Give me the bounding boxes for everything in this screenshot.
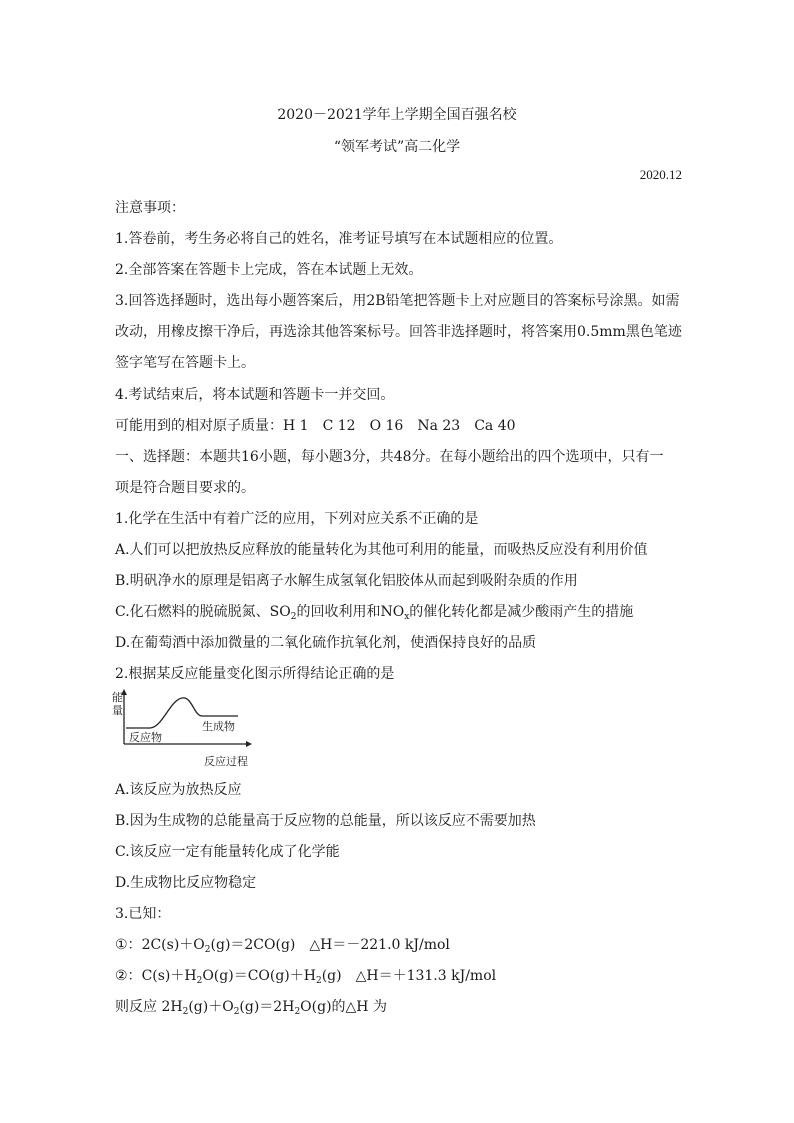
question-2-option-d: D.生成物比反应物稳定 bbox=[115, 875, 257, 891]
diagram-product-label: 生成物 bbox=[202, 720, 235, 733]
equation-1: ①：$2C(s)+O_2(g)=2CO(g)$ △H＝－221.0 kJ/mol bbox=[115, 937, 450, 955]
question-1-option-c: C.化石燃料的脱硫脱氮、$SO_2$的回收利用和$NO_x$的催化转化都是减少酸雨产生的措施 bbox=[115, 604, 634, 622]
atomic-masses bbox=[115, 416, 516, 436]
atomic-mass-value: Ca 40 bbox=[474, 418, 516, 434]
question-1-stem: 1.化学在生活中有着广泛的应用，下列对应关系不正确的是 bbox=[115, 511, 479, 527]
notice-item: 4.考试结束后，将本试题和答题卡一并交回。 bbox=[115, 387, 395, 403]
notice-item: 3.回答选择题时，选出每小题答案后，用2B铅笔把答题卡上对应题目的答案标号涂黑。如需 bbox=[115, 293, 680, 309]
section-heading-cont: 项是符合题目要求的。 bbox=[115, 480, 255, 496]
energy-diagram bbox=[112, 688, 252, 750]
question-1-option-a: A.人们可以把放热反应释放的能量转化为其他可利用的能量，而吸热反应没有利用价值 bbox=[115, 542, 648, 558]
exam-date: 2020.12 bbox=[639, 167, 682, 182]
atomic-mass-value: H 1 bbox=[283, 418, 309, 434]
notice-item: 改动，用橡皮擦干净后，再选涂其他答案标号。回答非选择题时，将答案用0.5mm黑色笔迹 bbox=[115, 324, 682, 340]
atomic-masses-label: 可能用到的相对原子质量： bbox=[115, 418, 283, 434]
diagram-y-label-2: 量 bbox=[112, 704, 123, 717]
question-2-stem: 2.根据某反应能量变化图示所得结论正确的是 bbox=[115, 666, 395, 682]
question-1-option-b: B.明矾净水的原理是铝离子水解生成氢氧化铝胶体从而起到吸附杂质的作用 bbox=[115, 573, 578, 589]
equation-2: ②：$C(s)+H_2O(g)=CO(g)+H_2(g)$ △H＝＋131.3 kJ/mol bbox=[115, 968, 497, 986]
notice-heading: 注意事项： bbox=[115, 200, 185, 216]
question-1-option-d: D.在葡萄酒中添加微量的二氧化硫作抗氧化剂，使酒保持良好的品质 bbox=[115, 635, 537, 651]
exam-subtitle: “领军考试”高二化学 bbox=[333, 139, 461, 155]
notice-item: 2.全部答案在答题卡上完成，答在本试题上无效。 bbox=[115, 262, 423, 278]
diagram-x-label: 反应过程 bbox=[204, 755, 248, 768]
atomic-mass-value: O 16 bbox=[369, 418, 404, 434]
question-3-stem: 3.已知： bbox=[115, 906, 171, 922]
atomic-mass-value: C 12 bbox=[322, 418, 356, 434]
exam-title: 2020－2021学年上学期全国百强名校 bbox=[277, 107, 517, 123]
question-2-option-a: A.该反应为放热反应 bbox=[115, 782, 242, 798]
diagram-y-label-1: 能 bbox=[112, 691, 123, 704]
diagram-reactant-label: 反应物 bbox=[129, 731, 162, 744]
question-2-option-c: C.该反应一定有能量转化成了化学能 bbox=[115, 844, 340, 860]
notice-item: 签字笔写在答题卡上。 bbox=[115, 355, 255, 371]
question-2-option-b: B.因为生成物的总能量高于反应物的总能量，所以该反应不需要加热 bbox=[115, 813, 536, 829]
section-heading: 一、选择题：本题共16小题，每小题3分，共48分。在每小题给出的四个选项中，只有一 bbox=[115, 449, 664, 465]
atomic-mass-value: Na 23 bbox=[417, 418, 461, 434]
notice-item: 1.答卷前，考生务必将自己的姓名，准考证号填写在本试题相应的位置。 bbox=[115, 231, 563, 247]
question-3-ask: 则反应 $2H_2(g)+O_2(g)=2H_2O(g)$的△H 为 bbox=[115, 999, 387, 1017]
